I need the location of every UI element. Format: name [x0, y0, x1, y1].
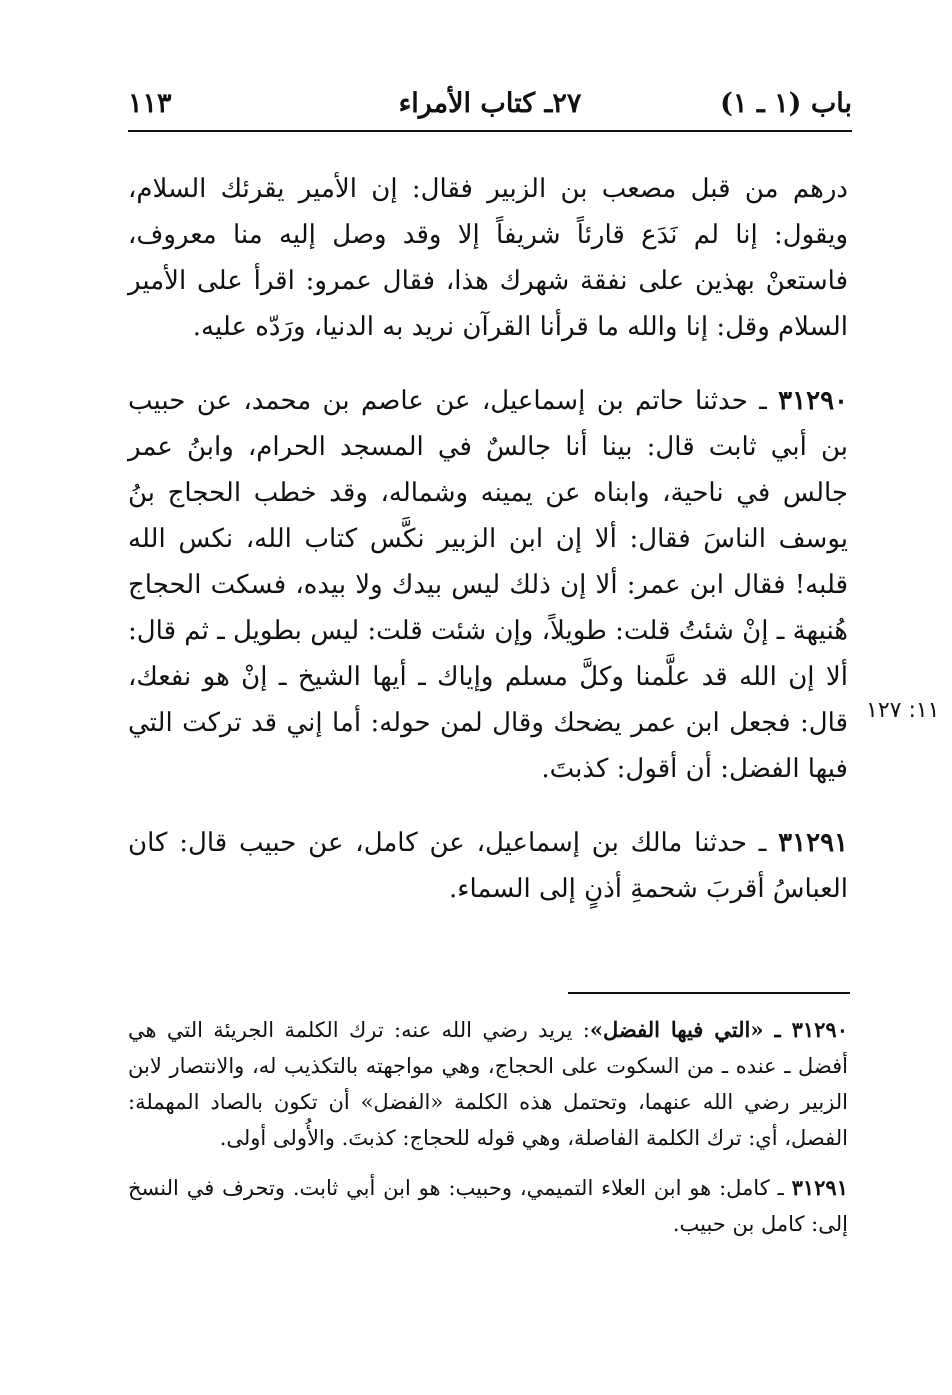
hadith-text: ـ حدثنا حاتم بن إسماعيل، عن عاصم بن محمد، عن حبيب بن أبي ثابت قال: بينا أنا جالسٌ في المسجد الحرام، وابنُ عمر جالس في ناحية، وابناه عن يمينه وشماله، وقد خطب الحجاج بنُ يوسف الناسَ فقال: ألا إن ابن الزبير نكَّس كتاب الله، نكس الله قلبه! فقال ابن عمر: ألا إن ذلك ليس بيدك ولا بيده، فسكت الحجاج هُنيهة ـ إنْ شئتُ قلت: طويلاً، وإن شئت قلت: ليس بطويل ـ ثم قال: ألا إن الله قد علَّمنا وكلَّ مسلم وإياك ـ أيها الشيخ ـ إنْ هو نفعك، قال: فجعل ابن عمر يضحك وقال لمن حوله: أما إني قد تركت التي فيها الفضل: أن أقول: كذبتَ. — [128, 386, 848, 784]
header-book-title: ٢٧ـ كتاب الأمراء — [398, 88, 582, 119]
hadith-text: ـ حدثنا مالك بن إسماعيل، عن كامل، عن حبيب قال: كان العباسُ أقربَ شحمةِ أذنٍ إلى السماء. — [128, 828, 848, 904]
margin-reference: ١١: ١٢٧ — [866, 698, 940, 723]
hadith-number: ٣١٢٩٠ — [778, 386, 848, 416]
footnote-label: ٣١٢٩١ — [791, 1175, 848, 1200]
footnote-text: ـ كامل: هو ابن العلاء التميمي، وحبيب: هو ابن أبي ثابت. وتحرف في النسخ إلى: كامل بن حبيب. — [128, 1176, 848, 1236]
footnote-31291 — [128, 1170, 848, 1242]
footnote-31290 — [128, 1012, 848, 1156]
hadith-31290 — [128, 378, 848, 792]
running-header — [128, 80, 852, 132]
page-number: ١١٣ — [128, 88, 172, 119]
header-section-ref: باب (١ ـ ١) — [720, 88, 852, 119]
footnotes — [128, 1012, 848, 1242]
paragraph-continuation: درهم من قبل مصعب بن الزبير فقال: إن الأمير يقرئك السلام، ويقول: إنا لم نَدَع قارئاً شريفاً إلا وقد وصل إليه منا معروف، فاستعنْ بهذين على نفقة شهرك هذا، فقال عمرو: اقرأ على الأمير السلام وقل: إنا والله ما قرأنا القرآن نريد به الدنيا، ورَدّه عليه. — [128, 174, 848, 342]
hadith-number: ٣١٢٩١ — [778, 828, 848, 858]
footnote-text: : يريد رضي الله عنه: ترك الكلمة الجريئة التي هي أفضل ـ عنده ـ من السكوت على الحجاج، وهي مواجهته بالتكذيب له، والانتصار لابن الزبير رضي الله عنهما، وتحتمل هذه الكلمة «الفضل» أن تكون بالصاد المهملة: الفصل، أي: ترك الكلمة الفاصلة، وهي قوله للحجاج: كذبتَ. والأُولى أولى. — [128, 1018, 848, 1150]
hadith-31291 — [128, 820, 848, 912]
main-text — [128, 166, 848, 912]
footnote-divider — [568, 992, 850, 994]
footnote-label: ٣١٢٩٠ ـ «التي فيها الفضل» — [589, 1017, 848, 1042]
